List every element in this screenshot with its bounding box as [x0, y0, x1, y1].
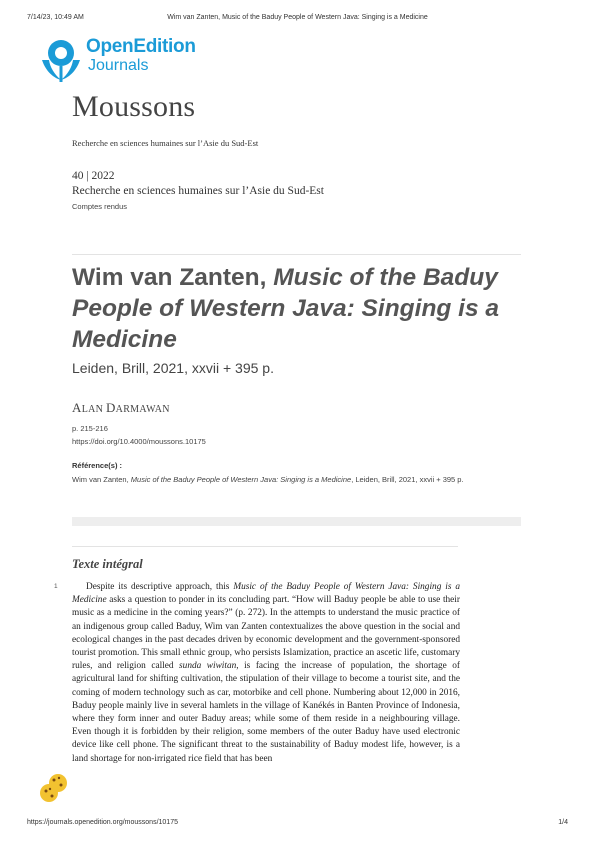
divider — [72, 254, 521, 255]
section-label[interactable]: Comptes rendus — [72, 202, 128, 211]
openedition-logo-icon — [40, 36, 82, 84]
issue-number[interactable]: 40 | 2022 — [72, 170, 115, 182]
journal-title[interactable]: Moussons — [72, 90, 196, 123]
reference-author: Wim van Zanten, — [72, 475, 131, 484]
print-header — [27, 14, 568, 26]
reference-book: Music of the Baduy People of Western Java: Singing is a Medicine — [130, 475, 352, 484]
footer-page-number: 1/4 — [558, 819, 568, 826]
cookie-icon[interactable] — [38, 773, 70, 803]
body-paragraph — [72, 581, 460, 766]
author-initial2: D — [105, 400, 116, 415]
logo-sub: Journals — [88, 57, 149, 74]
divider — [72, 546, 458, 547]
issue-title[interactable]: Recherche en sciences humaines sur l’Asie du Sud-Est — [72, 185, 324, 197]
para-text: Despite its descriptive approach, this — [86, 582, 234, 592]
article-title-book: Music of the Baduy People of Western Java: Singing is a Medicine — [72, 264, 500, 353]
para-text: , is facing the increase of population, the shortage of agricultural land for shifting cultivation, the stipulation of their village to become a tourist site, and the coming of modern technology such as car, motorbike and cell phone. Numbering about 12,000 in 2016, Baduy people mainly live in several hamlets in the village of Kanékés in Banten Province of Indonesia, where they form inner and outer Baduy areas; while some of them reside in a neighbouring village. Even though it is forbidden by their religion, some members of the outer Baduy have used electronic device like cell phone. The significant threat to the sustainability of Baduy modest life, however, is a land shortage for non-irrigated rice field that has been — [72, 661, 461, 764]
doi-link[interactable]: https://doi.org/10.4000/moussons.10175 — [72, 437, 206, 446]
para-text: asks a question to ponder in its concluding part. “How will Baduy people be able to use their music as a medicine in the coming years?” (p. 272). In the attempts to understand the music practice of an indigenous group called Baduy, Wim van Zanten contextualizes the above question in the social and ecological changes in the past decades driven by economic development and the government-sponsored tourist promotion. This small ethnic group, who persists Islamization, practice an ascetic life, customary rules, and religion called — [72, 595, 460, 672]
author-first-rest: LAN — [81, 404, 106, 415]
author-name[interactable] — [72, 400, 170, 416]
journal-subtitle: Recherche en sciences humaines sur l’Asie du Sud-Est — [72, 138, 259, 148]
reference-text — [72, 473, 522, 486]
print-date: 7/14/23, 10:49 AM — [27, 14, 84, 21]
article-title — [72, 262, 512, 355]
references-heading: Référence(s) : — [72, 461, 123, 470]
logo-name: OpenEdition — [86, 36, 196, 57]
author-last-rest: ARMAWAN — [115, 404, 170, 415]
reference-rest: , Leiden, Brill, 2021, xxvii + 395 p. — [351, 475, 464, 484]
para-italic: sunda wiwitan — [179, 661, 237, 672]
openedition-logo[interactable] — [40, 36, 240, 84]
article-title-author: Wim van Zanten, — [72, 264, 274, 291]
page-range: p. 215-216 — [72, 424, 108, 433]
author-initial: A — [72, 400, 82, 415]
grey-bar — [72, 517, 521, 526]
footer-url: https://journals.openedition.org/moussons/10175 — [27, 819, 178, 826]
para-italic: Music of the Baduy People of Western Java: Singing is a Medicine — [72, 582, 460, 606]
print-title: Wim van Zanten, Music of the Baduy People of Western Java: Singing is a Medicine — [167, 14, 428, 21]
full-text-heading: Texte intégral — [72, 557, 143, 571]
paragraph-number: 1 — [54, 583, 58, 590]
publication-info: Leiden, Brill, 2021, xxvii + 395 p. — [72, 360, 274, 376]
